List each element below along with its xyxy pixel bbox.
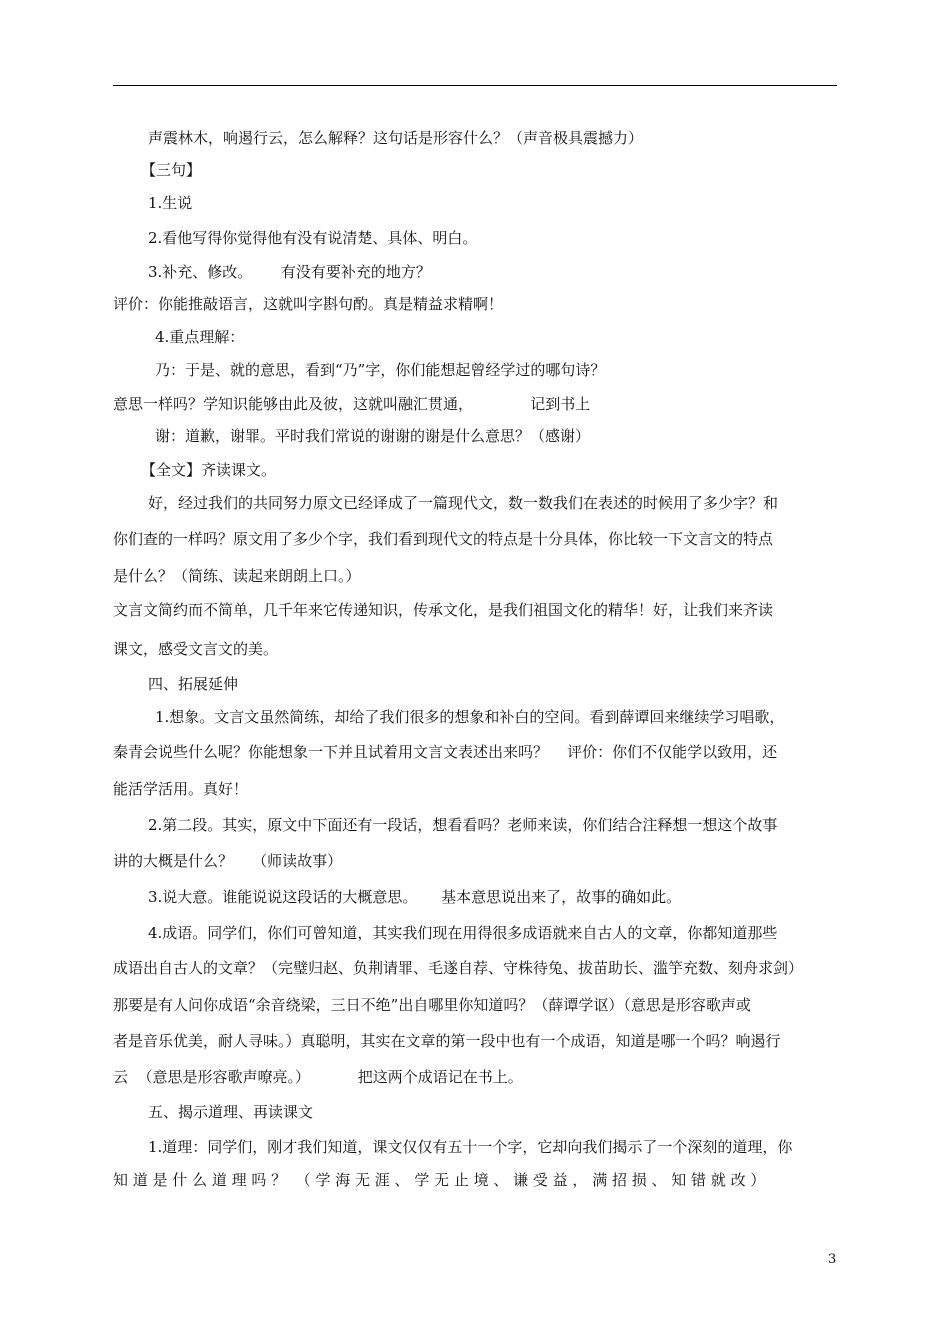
text-line: 好，经过我们的共同努力原文已经译成了一篇现代文，数一数我们在表述的时候用了多少字？和	[148, 494, 779, 512]
text-line: 3.补充、修改。 有没有要补充的地方？	[148, 263, 431, 281]
text-line: 讲的大概是什么？ （师读故事）	[113, 852, 343, 870]
text-line: 知 道 是 什 么 道 理 吗 ？ （ 学 海 无 涯 、 学 无 止 境 、 谦 受 益 ， 满 招 损 、 知 错 就 改 ）	[113, 1171, 766, 1189]
section-heading: 【全文】齐读课文。	[141, 461, 277, 479]
text-line: 你们查的一样吗？原文用了多少个字，我们看到现代文的特点是十分具体，你比较一下文言文的特点	[113, 530, 774, 548]
page-number: 3	[828, 1252, 837, 1267]
section-heading: 五、揭示道理、再读课文	[148, 1103, 314, 1121]
section-heading: 【三句】	[141, 161, 202, 179]
text-line: 3.说大意。谁能说说这段话的大概意思。 基本意思说出来了，故事的确如此。	[148, 888, 682, 906]
text-line: 声震林木，响遏行云，怎么解释？这句话是形容什么？（声音极具震撼力）	[148, 129, 644, 147]
text-line: 文言文简约而不简单，几千年来它传递知识，传承文化，是我们祖国文化的精华！好，让我们来齐读	[113, 601, 774, 619]
text-line: 1.道理：同学们，刚才我们知道，课文仅仅有五十一个字，它却向我们揭示了一个深刻的道理，你	[148, 1138, 793, 1156]
section-heading: 四、拓展延伸	[148, 675, 239, 693]
text-line: 云 （意思是形容歌声嘹亮。） 把这两个成语记在书上。	[113, 1068, 523, 1086]
text-line: 乃：于是、就的意思，看到“乃”字，你们能想起曾经学过的哪句诗？	[155, 361, 606, 379]
text-line: 那要是有人问你成语“余音绕梁，三日不绝”出自哪里你知道吗？（薛谭学讴）（意思是形容歌声或	[113, 996, 751, 1014]
text-line: 1.生说	[148, 194, 193, 212]
text-line: 意思一样吗？学知识能够由此及彼，这就叫融汇贯通， 记到书上	[113, 395, 591, 413]
text-line: 能活学活用。真好！	[113, 780, 249, 798]
text-line: 成语出自古人的文章？（完璧归赵、负荆请罪、毛遂自荐、守株待兔、拔苗助长、滥竽充数、刻舟求剑）	[113, 959, 804, 977]
text-line: 4.重点理解：	[155, 328, 245, 346]
header-rule	[113, 85, 837, 86]
text-line: 课文，感受文言文的美。	[113, 640, 279, 658]
text-line: 秦青会说些什么呢？你能想象一下并且试着用文言文表述出来吗？ 评价：你们不仅能学以致用，还	[113, 743, 778, 761]
text-line: 2.看他写得你觉得他有没有说清楚、具体、明白。	[148, 229, 478, 247]
text-line: 评价：你能推敲语言，这就叫字斟句酌。真是精益求精啊！	[113, 295, 504, 313]
text-line: 谢：道歉，谢罪。平时我们常说的谢谢的谢是什么意思？（感谢）	[155, 427, 591, 445]
text-line: 者是音乐优美，耐人寻味。）真聪明，其实在文章的第一段中也有一个成语，知道是哪一个吗？响遏行	[113, 1032, 781, 1050]
text-line: 1.想象。文言文虽然简练，却给了我们很多的想象和补白的空间。看到薛谭回来继续学习唱歌，	[155, 708, 785, 726]
text-line: 4.成语。同学们，你们可曾知道，其实我们现在用得很多成语就来自古人的文章，你都知道那些	[148, 924, 778, 942]
text-line: 2.第二段。其实，原文中下面还有一段话，想看看吗？老师来读，你们结合注释想一想这个故事	[148, 816, 778, 834]
text-line: 是什么？（简练、读起来朗朗上口。）	[113, 567, 361, 585]
